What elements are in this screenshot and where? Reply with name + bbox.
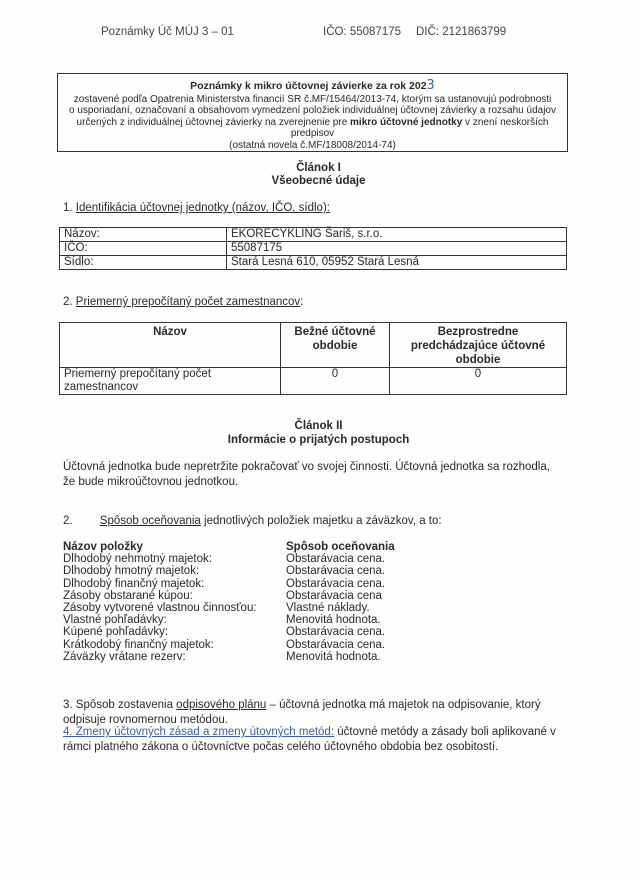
depreciation-plan-underlined: odpisového plánu (176, 699, 267, 711)
valuation-item: Zásoby vytvorené vlastnou činnosťou: (63, 602, 257, 615)
valuation-item: Zásoby obstarané kúpou: (63, 589, 193, 602)
valuation-method: Obstarávacia cena. (286, 626, 386, 639)
valuation-item: Kúpené pohľadávky: (63, 626, 169, 639)
valuation-methods-column (286, 541, 395, 663)
valuation-item: Krátkodobý finančný majetok: (63, 638, 214, 651)
valuation-item: Dlhodobý finančný majetok: (63, 577, 205, 590)
valuation-items-column (63, 541, 257, 663)
section-colon: : (300, 296, 304, 308)
valuation-method: Menovitá hodnota. (286, 614, 381, 627)
valuation-item: Záväzky vrátane rezerv: (63, 650, 186, 663)
valuation-method-header: Spôsob oceňovania (286, 541, 395, 553)
regulation-text (64, 94, 561, 151)
regulation-line: o usporiadaní, označovaní a obsahovom vymedzení položiek individuálnej účtovnej závierky a rozsahu údajov (69, 105, 556, 117)
table-cell-label: Názov: (60, 228, 227, 242)
valuation-item: Dlhodobý nehmotný majetok: (63, 553, 212, 566)
section-title-underlined: Spôsob oceňovania (99, 515, 201, 527)
valuation-method: Obstarávacia cena. (286, 638, 386, 651)
valuation-method: Obstarávacia cena. (286, 577, 386, 590)
table-cell-value: EKORECYKLING Šariš, s.r.o. (227, 228, 567, 242)
regulation-line (64, 117, 561, 140)
table-cell-label: Sídlo: (60, 256, 227, 270)
table-row (60, 242, 567, 256)
table-row (60, 256, 567, 270)
regulation-line: zostavené podľa Opatrenia Ministerstva financií SR č.MF/15464/2013-74, ktorým sa ustanovujú podrobnosti (73, 94, 552, 105)
regulation-line-part: v znení neskorších predpisov (290, 116, 549, 140)
section-number: 1. (63, 202, 73, 214)
table-row (60, 228, 567, 242)
header-ico: IČO: 55087175 (323, 26, 402, 38)
table-cell-value: Stará Lesná 610, 05952 Stará Lesná (227, 256, 567, 270)
row-label: Priemerný prepočítaný počet zamestnancov (60, 368, 281, 395)
section-employees (63, 296, 303, 308)
valuation-item: Vlastné pohľadávky: (63, 614, 167, 627)
valuation-method: Obstarávacia cena (286, 589, 382, 602)
notes-title (58, 78, 567, 93)
changes-text: účtovné metódy a zásady boli aplikované v rámci platného zákona o účtovníctve počas celého účtovného obdobia bez osobitostí. (63, 726, 556, 753)
column-header-name: Názov (60, 323, 281, 368)
section-number: 2. (63, 296, 73, 308)
column-header-previous: Bezprostredne predchádzajúce účtovné obdobie (390, 323, 567, 368)
changes-title-underlined: 4. Zmeny účtovných zásad a zmeny útovných metód: (63, 726, 335, 738)
valuation-item-header: Názov položky (63, 541, 143, 553)
table-header-row (60, 323, 567, 368)
article-1-subheading: Všeobecné údaje (271, 175, 366, 187)
notes-title-text: Poznámky k mikro účtovnej závierke za rok 202 (190, 80, 427, 92)
section-title: Priemerný prepočítaný počet zamestnancov (75, 296, 301, 308)
depreciation-text: 3. Spôsob zostavenia (63, 699, 177, 711)
section-title-rest: jednotlivých položiek majetku a záväzkov, a to: (200, 515, 442, 527)
section-title: Identifikácia účtovnej jednotky (názov, IČO, sídlo): (75, 202, 330, 214)
table-cell-label: IČO: (60, 242, 227, 256)
depreciation-text: – účtovná jednotka má majetok na odpisovanie, ktorý odpisuje rovnomernou metódou. (63, 699, 541, 726)
regulation-line-part: určených z individuálnej účtovnej závierky na zverejnenie pre (76, 116, 351, 128)
section-number: 2. (63, 515, 73, 527)
header-dic: DIČ: 2121863799 (416, 26, 507, 38)
article-2-heading: Článok II (294, 420, 343, 432)
valuation-method: Obstarávacia cena. (286, 565, 386, 578)
section-identification (63, 202, 330, 214)
section-valuation (63, 515, 442, 527)
article-2-subheading: Informácie o prijatých postupoch (227, 434, 410, 446)
handwritten-year-digit: 3 (426, 78, 435, 93)
table-row (60, 368, 567, 395)
continuity-paragraph: Účtovná jednotka bude nepretržite pokračovať vo svojej činnosti. Účtovná jednotka sa rozhodla, že bude mikroúčtovnou jednotkou. (63, 461, 550, 488)
valuation-method: Obstarávacia cena. (286, 553, 386, 566)
table-cell-value: 55087175 (227, 242, 567, 256)
document-code: Poznámky Úč MÚJ 3 – 01 (101, 26, 234, 38)
valuation-method: Vlastné náklady. (286, 602, 370, 615)
depreciation-paragraph (63, 698, 563, 728)
title-box (57, 73, 568, 152)
previous-period-value: 0 (390, 368, 567, 395)
changes-paragraph (63, 725, 563, 755)
regulation-line: (ostatná novela č.MF/18008/2014-74) (229, 139, 396, 151)
identity-table (59, 227, 567, 270)
valuation-item: Dlhodobý hmotný majetok: (63, 565, 200, 578)
article-1-heading: Článok I (296, 162, 341, 174)
valuation-method: Menovitá hodnota. (286, 650, 381, 663)
employees-table (59, 322, 567, 395)
current-period-value: 0 (281, 368, 390, 395)
regulation-line-bold: mikro účtovné jednotky (350, 116, 463, 128)
column-header-current: Bežné účtovné obdobie (281, 323, 390, 368)
